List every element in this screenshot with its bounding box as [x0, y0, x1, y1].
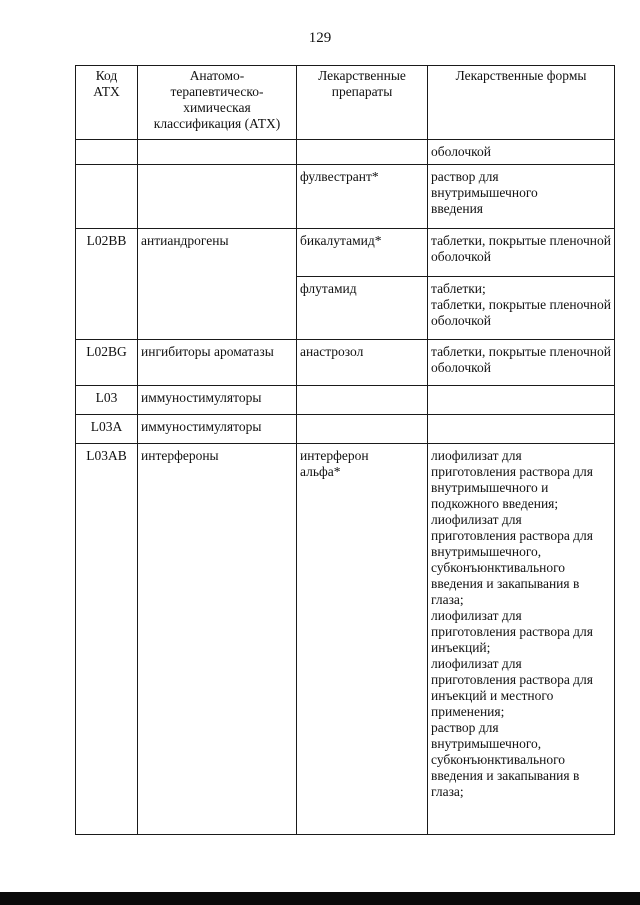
dosage-form-cell [428, 386, 615, 415]
classification-cell: антиандрогены [138, 229, 297, 340]
classification-cell: иммуностимуляторы [138, 386, 297, 415]
page-number: 129 [308, 30, 332, 46]
atx-drug-table [75, 65, 615, 835]
header-dosage-forms: Лекарственные формы [428, 66, 615, 140]
classification-cell: ингибиторы ароматазы [138, 340, 297, 386]
drug-cell [297, 140, 428, 165]
drug-cell: бикалутамид* [297, 229, 428, 277]
header-atx-code: Код АТХ [76, 66, 138, 140]
dosage-form-cell: лиофилизат для приготовления раствора для внутримышечного и подкожного введения; лиофилизат для приготовления раствора для внутримышечного, субконъюнктивального введения и закапывания в глаза; лиофилизат для приготовления раствора для инъекций; лиофилизат для приготовления раствора для инъекций и местного применения; раствор для внутримышечного, субконъюнктивального введения и закапывания в глаза; [428, 444, 615, 835]
dosage-form-cell [428, 415, 615, 444]
dosage-form-cell: таблетки; таблетки, покрытые пленочной оболочкой [428, 277, 615, 340]
drug-cell: флутамид [297, 277, 428, 340]
classification-cell: интерфероны [138, 444, 297, 835]
classification-cell [138, 140, 297, 165]
drug-cell: фулвестрант* [297, 165, 428, 229]
atx-code-cell: L02BB [76, 229, 138, 340]
table-row [76, 386, 615, 415]
classification-cell [138, 165, 297, 229]
table-row [76, 415, 615, 444]
atx-code-cell: L03 [76, 386, 138, 415]
atx-code-cell [76, 165, 138, 229]
atx-code-cell: L02BG [76, 340, 138, 386]
atx-code-cell: L03AB [76, 444, 138, 835]
classification-cell: иммуностимуляторы [138, 415, 297, 444]
dosage-form-cell: таблетки, покрытые пленочной оболочкой [428, 229, 615, 277]
atx-code-cell: L03A [76, 415, 138, 444]
table-row [76, 340, 615, 386]
header-drugs: Лекарственные препараты [297, 66, 428, 140]
table-row [76, 444, 615, 835]
dosage-form-cell: раствор для внутримышечного введения [428, 165, 615, 229]
table-row [76, 229, 615, 277]
table-header-row [76, 66, 615, 140]
drug-cell [297, 415, 428, 444]
dosage-form-cell: таблетки, покрытые пленочной оболочкой [428, 340, 615, 386]
header-atx-classification: Анатомо-терапевтическо-химическая классификация (АТХ) [138, 66, 297, 140]
table-row [76, 165, 615, 229]
drug-cell: анастрозол [297, 340, 428, 386]
atx-code-cell [76, 140, 138, 165]
drug-cell: интерферон альфа* [297, 444, 428, 835]
drug-cell [297, 386, 428, 415]
table-row [76, 140, 615, 165]
scan-bottom-edge [0, 892, 640, 905]
dosage-form-cell: оболочкой [428, 140, 615, 165]
